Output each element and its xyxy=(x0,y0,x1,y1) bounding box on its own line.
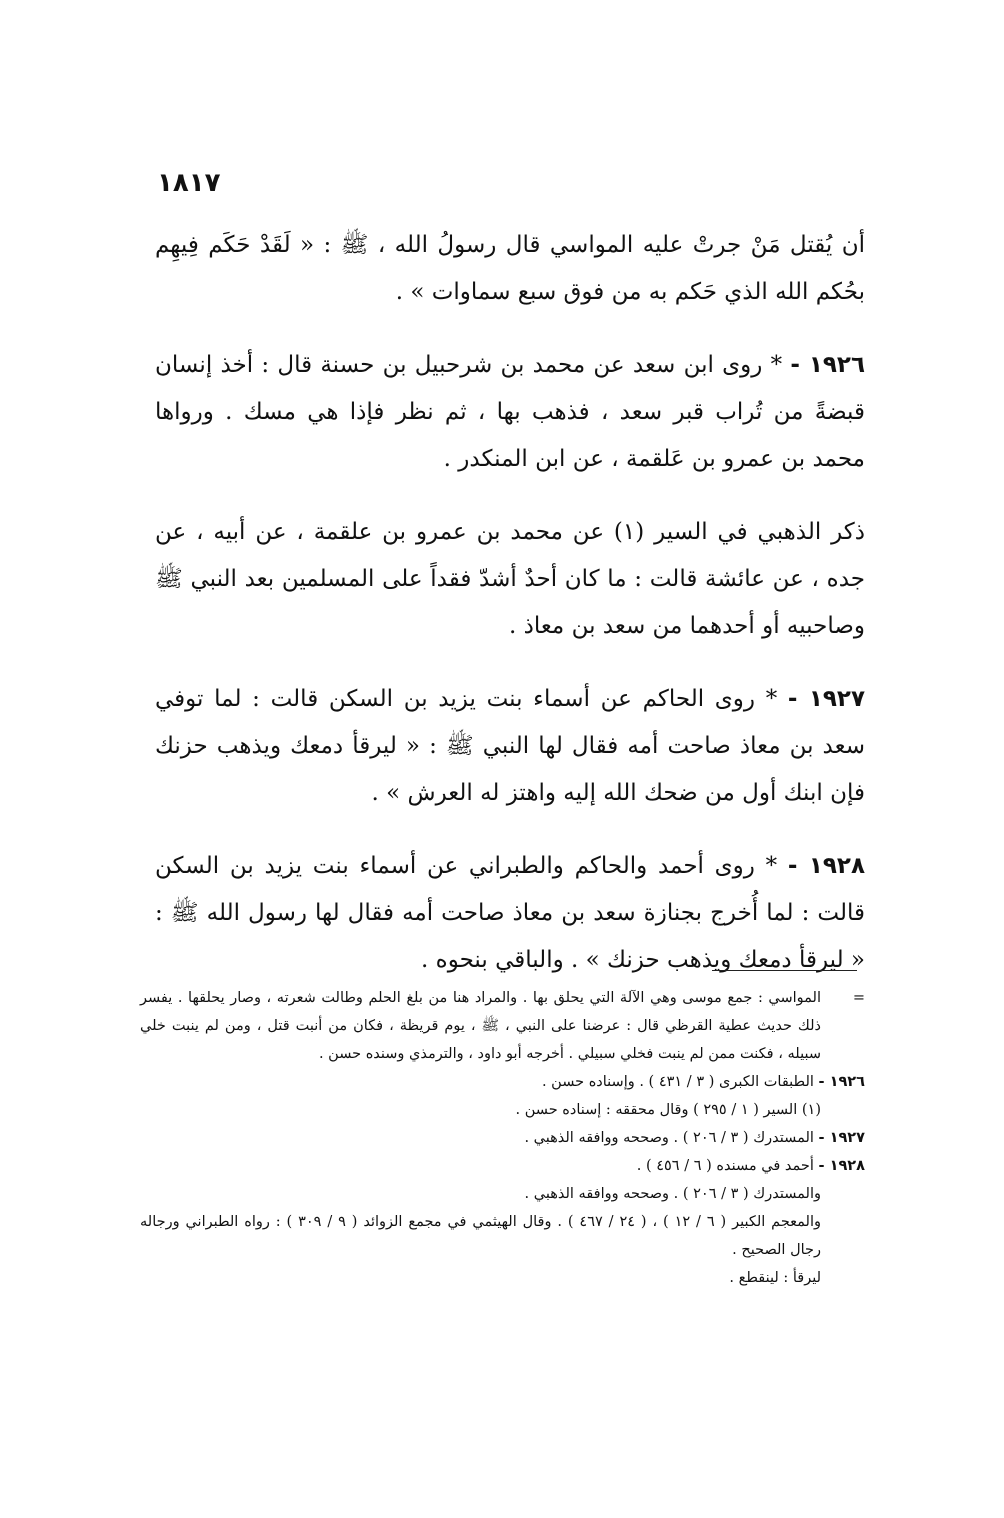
footnote-1: (١) السير ( ١ / ٢٩٥ ) وقال محققه : إسناده حسن . xyxy=(515,1102,821,1118)
footnote-divider xyxy=(712,970,857,971)
footnote-text: المستدرك ( ٣ / ٢٠٦ ) . وصححه ووافقه الذهبي . xyxy=(524,1130,814,1146)
footnote-mawasi xyxy=(140,984,865,1068)
footnote-gloss: ليرقأ : لينقطع . xyxy=(729,1270,821,1286)
footnote-1927 xyxy=(140,1124,865,1152)
continuation-marker: = xyxy=(852,990,865,1006)
paragraph-text: * روى ابن سعد عن محمد بن شرحبيل بن حسنة قال : أخذ إنسان قبضةً من تُراب قبر سعد ، فذهب بها ، ثم نظر فإذا هي مسك . ورواها محمد بن عمرو بن عَلقمة ، عن ابن المنكدر . xyxy=(155,352,865,472)
footnote-number: ١٩٢٧ - xyxy=(818,1130,865,1146)
footnotes xyxy=(140,984,865,1292)
paragraph-dhahabi: ذكر الذهبي في السير (١) عن محمد بن عمرو بن علقمة ، عن أبيه ، عن جده ، عن عائشة قالت : ما كان أحدٌ أشدّ فقداً على المسلمين بعد النبي ﷺ وصاحبيه أو أحدهما من سعد بن معاذ . xyxy=(155,519,865,639)
paragraph-1927 xyxy=(155,676,865,817)
footnote-text: أحمد في مسنده ( ٦ / ٤٥٦ ) . xyxy=(636,1158,814,1174)
footnote-1928 xyxy=(140,1152,865,1180)
entry-number: ١٩٢٦ - xyxy=(790,352,865,378)
footnote-text: المواسي : جمع موسى وهي الآلة التي يحلق بها . والمراد هنا من بلغ الحلم وطالت شعرته ، وصار يحلقها . يفسر ذلك حديث عطية القرظي قال : عرضنا على النبي ، ﷺ ، يوم قريظة ، فكان من أنبت قتل ، ومن لم ينبت خلي سبيله ، فكنت ممن لم ينبت فخلي سبيلي . أخرجه أبو داود ، والترمذي وسنده حسن . xyxy=(140,990,821,1062)
page-number: ١٨١٧ xyxy=(157,168,221,198)
footnote-mustadrak: والمستدرك ( ٣ / ٢٠٦ ) . وصححه ووافقه الذهبي . xyxy=(524,1186,821,1202)
main-text xyxy=(155,222,865,1010)
paragraph-text: * روى الحاكم عن أسماء بنت يزيد بن السكن قالت : لما توفي سعد بن معاذ صاحت أمه فقال لها النبي ﷺ : « ليرقأ دمعك ويذهب حزنك فإن ابنك أول من ضحك الله إليه واهتز له العرش » . xyxy=(155,686,865,806)
paragraph-continuation: أن يُقتل مَنْ جرتْ عليه المواسي قال رسولُ الله ، ﷺ : « لَقَدْ حَكَم فِيهِم بحُكم الله الذي حَكم به من فوق سبع سماوات » . xyxy=(155,232,865,305)
paragraph-1926 xyxy=(155,342,865,483)
entry-number: ١٩٢٨ - xyxy=(787,853,865,879)
footnote-number: ١٩٢٦ - xyxy=(818,1074,865,1090)
paragraph-text: * روى أحمد والحاكم والطبراني عن أسماء بنت يزيد بن السكن قالت : لما أُخرج بجنازة سعد بن معاذ صاحت أمه فقال لها رسول الله ﷺ : « ليرقأ دمعك ويذهب حزنك » . والباقي بنحوه . xyxy=(155,853,865,973)
footnote-1926 xyxy=(140,1068,865,1096)
footnote-text: الطبقات الكبرى ( ٣ / ٤٣١ ) . وإسناده حسن . xyxy=(541,1074,814,1090)
footnote-mujam: والمعجم الكبير ( ٦ / ١٢ ) ، ( ٢٤ / ٤٦٧ ) . وقال الهيثمي في مجمع الزوائد ( ٩ / ٣٠٩ ) : رواه الطبراني ورجاله رجال الصحيح . xyxy=(140,1214,822,1258)
footnote-number: ١٩٢٨ - xyxy=(818,1158,865,1174)
paragraph-1928 xyxy=(155,843,865,984)
entry-number: ١٩٢٧ - xyxy=(787,686,865,712)
